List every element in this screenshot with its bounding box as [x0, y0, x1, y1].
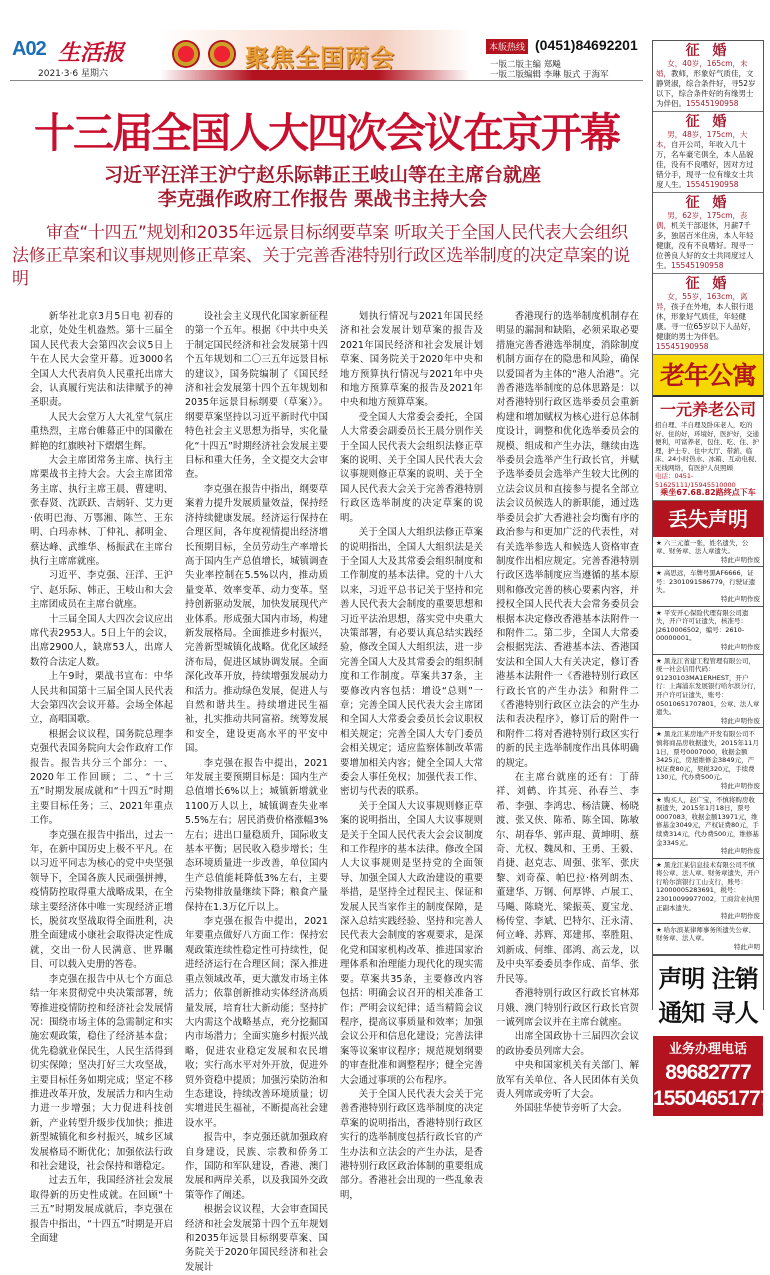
- marriage-ad-title: 征 婚: [685, 276, 731, 292]
- notice-text: ★ 黑龙江某房地产开发有限公司不慎将商品房收据遗失，2015年11月1日，票号0007000，收据金额3425元，房屋维修金3849元，产权证费80元，契税320元，手续费130元，代办费500元。: [656, 730, 759, 782]
- paragraph: 李克强在报告中提出，2021年发展主要预期目标是：国内生产总值增长6%以上；城镇新增就业1100万人以上，城镇调查失业率5.5%左右；居民消费价格涨幅3%左右；进出口量稳质升，国际收支基本平衡；居民收入稳步增长；生态环境质量进一步改善，单位国内生产总值能耗降低3%左右，主要污染物排放量继续下降；粮食产量保持在1.3万亿斤以上。: [185, 757, 328, 913]
- lost-notices: [653, 537, 763, 955]
- yiyuan-title: 一元养老公司: [659, 400, 756, 419]
- paragraph: 十三届全国人大四次会议应出席代表2953人。5日上午的会议，出席2900人，缺席53人，出席人数符合法定人数。: [30, 613, 173, 668]
- notice-signature: 特此声明作废: [721, 716, 760, 725]
- paragraph: 关于全国人民代表大会关于完善香港特别行政区选举制度的决定草案的说明指出，香港特别行政区实行的选举制度包括行政长官的产生办法和立法会的产生办法，是香港特别行政区政治体制的重要组成部分。香港社会出现的一些乱象表明，: [340, 1088, 483, 1201]
- page-number: A02: [12, 38, 46, 60]
- phone-2: 15504651777: [653, 1086, 770, 1110]
- marriage-ad: [653, 193, 763, 274]
- paragraph: 李克强在报告中从七个方面总结一年来贯彻党中央决策部署，统筹推进疫情防控和经济社会发展情况：围绕市场主体的急需制定和实施宏观政策，稳住了经济基本盘；优先稳就业保民生，人民生活得到切实保障；坚决打好三大攻坚战，主要目标任务如期完成；坚定不移推进改革开放，发展活力和内生动力进一步增强；大力促进科技创新，产业转型升级步伐加快；推进新型城镇化和乡村振兴，城乡区域发展格局不断优化；加强依法行政和社会建设，社会保持和谐稳定。: [30, 973, 173, 1172]
- hotline-label: 本版热线: [486, 39, 528, 54]
- deck-summary: 审查“十四五”规划和2035年远景目标纲要草案 听取关于全国人民代表大会组织法修正草案和议事规则修正草案、关于完善香港特别行政区选举制度的决定草案的说明: [12, 223, 630, 289]
- issue-date: 2021·3·6 星期六: [38, 69, 108, 79]
- paragraph: 根据会议议程，大会审查国民经济和社会发展第十四个五年规划和2035年远景目标纲要草案、国务院关于2020年国民经济和社会发展计: [185, 1204, 328, 1273]
- marriage-ad-profile: 女，55岁，163cm，离异，: [656, 292, 748, 311]
- lost-notice: [653, 607, 763, 655]
- paragraph: 外国驻华使节旁听了大会。: [514, 1103, 628, 1115]
- editor-credit-2: 一版二版编辑 李琳 版式 于海军: [490, 70, 609, 80]
- lost-notice: [653, 794, 763, 859]
- paragraph: 习近平、李克强、汪洋、王沪宁、赵乐际、韩正、王岐山和大会主席团成员在主席台就座。: [30, 570, 173, 611]
- marriage-ad-body: [656, 130, 760, 190]
- notice-text: ★ 高思远，车牌号黑AF6666，证号：2301091586779，行驶证遗失。: [656, 569, 756, 595]
- subtitle-2: 李克强作政府工作报告 栗战书主持大会: [157, 188, 488, 210]
- services-line-2: 通知 寻人: [658, 998, 758, 1027]
- classified-ads: [652, 40, 770, 1110]
- yiyuan-route: 乘坐67.68.82路终点下车: [660, 488, 756, 497]
- marriage-ad: [653, 274, 763, 355]
- paragraph: 报告中，李克强还就加强政府自身建设，民族、宗教和侨务工作，国防和军队建设，香港、澳门发展和两岸关系，以及我国外交政策等作了阐述。: [185, 1132, 328, 1201]
- yiyuan-tel: 电话：0451-51625111/15945510000: [655, 472, 736, 489]
- business-phone-ad: [653, 1036, 770, 1116]
- marriage-ads: [653, 41, 763, 355]
- marriage-ad-body: [656, 211, 760, 271]
- lost-notice: [653, 537, 763, 568]
- article-body: [30, 310, 642, 1273]
- notice-signature: 特此声明作废: [721, 643, 760, 652]
- column-1: [30, 310, 173, 1244]
- notice-text: ★ 六三元董一张，姓名遗失，公章、财务章、法人章遗失。: [656, 538, 749, 556]
- services-ad: [653, 955, 763, 1036]
- editor-credit: 一版二版主编 郑飚: [490, 60, 561, 70]
- marriage-ad-phone: 15545190958: [671, 261, 724, 270]
- notice-signature: 特此声明作废: [721, 847, 760, 856]
- headline: 十三届全国人大四次会议在京开幕: [34, 109, 619, 157]
- paragraph: 人民大会堂万人大礼堂气氛庄重热烈，主席台帷幕正中的国徽在鲜艳的红旗映衬下熠熠生辉。: [30, 411, 173, 452]
- cppcc-emblem-icon: [208, 40, 236, 68]
- phone-1: 89682777: [665, 1060, 751, 1084]
- marriage-ad-title: 征 婚: [685, 195, 731, 211]
- notice-signature: 特此声明作废: [721, 912, 760, 921]
- paragraph: 设社会主义现代化国家新征程的第一个五年。根据《中共中央关于制定国民经济和社会发展第十四个五年规划和二〇三五年远景目标的建议》，国务院编制了《国民经济和社会发展第十四个五年规划和2035年远景目标纲要（草案）》。纲要草案坚持以习近平新时代中国特色社会主义思想为指导，实化量化“十四五”时期经济社会发展主要目标和重大任务，全文提交大会审查。: [185, 311, 328, 481]
- banner-title: 聚焦全国两会: [245, 44, 395, 72]
- notice-text: ★ 黑龙江省建工程管理有限公司，统一社会信用代码：91230103MA1ERHEST，开户行：上海浦东发展银行哈尔滨分行，开户许可证遗失，账号：05010651707801，公章、法人章遗失。: [656, 656, 760, 717]
- divider: [10, 80, 643, 81]
- marriage-ad-profile: 女，40岁，165cm，未婚，: [656, 59, 748, 78]
- marriage-ad-body: [656, 59, 760, 109]
- yiyuan-text: 招自理、半自理及卧床老人，吃的好、住的好，环境好，医护好，交通便利，可富养老，包住、吃、住、护理，护士专、住中大厅、带薪、临床、24小时热水、冰箱、互动电视、无线网络，有医护人员照顾: [655, 421, 761, 472]
- marriage-ad-text: 教师，形象好气质佳，文静贤淑，综合条件好，寻52岁以下，综合条件好的有缘男士为伴侣。: [656, 69, 756, 108]
- hotline-number: (0451)84692201: [535, 37, 638, 53]
- paragraph: 上午9时，栗战书宣布：中华人民共和国第十三届全国人民代表大会第四次会议开幕。会场全体起立，高唱国歌。: [30, 671, 173, 726]
- marriage-ad-text: 自开公司，年收入几十万，名车豪宅俱全，本人品貌佳，没有不良嗜好，因对方过错分手，现寻一位有缘女士共度人生。: [656, 140, 754, 189]
- notice-signature: 特此声明: [734, 943, 760, 952]
- marriage-ad-body: [656, 292, 760, 352]
- marriage-ad-title: 征 婚: [685, 43, 731, 59]
- paragraph: 关于全国人大组织法修正草案的说明指出，全国人大组织法是关于全国人大及其常委会组织制度和工作制度的基本法律。党的十八大以来，习近平总书记关于坚持和完善人民代表大会制度的重要思想和习近平法治思想，落实党中央重大决策部署，有必要认真总结实践经验，修改全国人大组织法，进一步完善全国人大及其常委会的组织制度和工作制度。草案共37条，主要修改内容包括：增设“总则”一章；完善全国人民代表大会主席团和全国人大常委会委员长会议职权相关规定；完善全国人大专门委员会相关规定；适应监察体制改革需要增加相关内容；健全全国人大常委会人事任免权；加强代表工作、密切与代表的联系。: [340, 527, 483, 798]
- paragraph: 李克强在报告中指出，纲要草案着力提升发展质量效益，保持经济持续健康发展。经济运行保持在合理区间，各年度视情提出经济增长预期目标，全员劳动生产率增长高于国内生产总值增长，城镇调查失业率控制在5.5%以内，推动质量变革、效率变革、动力变革。坚持创新驱动发展，加快发展现代产业体系。形成强大国内市场，构建新发展格局。全面推进乡村振兴，完善新型城镇化战略。优化区域经济布局，促进区域协调发展。全面深化改革开放，持续增强发展动力和活力。推动绿色发展，促进人与自然和谐共生。持续增进民生福祉，扎实推动共同富裕。统筹发展和安全，建设更高水平的平安中国。: [185, 483, 328, 755]
- national-emblem-icon: [172, 40, 200, 68]
- marriage-ad-title: 征 婚: [685, 114, 731, 130]
- paragraph: 关于全国人大议事规则修正草案的说明指出，全国人大议事规则是关于全国人民代表大会会议制度和工作程序的基本法律。修改全国人大议事规则是坚持党的全面领导、加强全国人大政治建设的重要举措，是坚持全过程民主、保证和发展人民当家作主的制度保障，是深入总结实践经验、坚持和完善人民代表大会制度的客观要求，是深化党和国家机构改革、推进国家治理体系和治理能力现代化的现实需要。草案共35条，主要修改内容包括：明确会议召开的相关准备工作；严明会议纪律；适当精简会议程序，提高议事质量和效率；加强会议公开和信息化建设；完善法律案等议案审议程序；规范规划纲要的审查批准和调整程序；健全完善大会通过事项的公布程序。: [340, 800, 483, 1086]
- paragraph: 李克强在报告中指出，过去一年，在新中国历史上极不平凡。在以习近平同志为核心的党中央坚强领导下，全国各族人民顽强拼搏，疫情防控取得重大战略成果，在全球主要经济体中唯一实现经济正增长，脱贫攻坚战取得全面胜利，决胜全面建成小康社会取得决定性成就，交出一份人民满意、世界瞩目、可以载入史册的答卷。: [30, 829, 173, 971]
- marriage-ad-phone: 15545190958: [686, 180, 739, 189]
- marriage-ad-text: 孩子在外地，本人银行退休，形象好气质佳，年轻健康。寻一位65岁以下人品好，健康的男士为伴侣。: [656, 302, 756, 341]
- paragraph: 划执行情况与2021年国民经济和社会发展计划草案的报告及2021年国民经济和社会发展计划草案、国务院关于2020年中央和地方预算执行情况与2021年中央和地方预算草案的报告及2021年中央和地方预算草案。: [340, 311, 483, 409]
- lost-notice: [653, 728, 763, 793]
- lost-notice: [653, 567, 763, 606]
- notice-text: ★ 购买人，赵广宝，不慎将购房收据遗失，2015年1月18日，票号0007083，收据金额13971元，维修基金3049元，产权证费80元，手续费314元，代办费500元，维修基金3345元。: [656, 795, 759, 847]
- yiyuan-ad: [653, 397, 763, 501]
- paragraph: 大会主席团常务主席、执行主席栗战书主持大会。大会主席团常务主席、执行主席王晨、曹建明、张春贤、沈跃跃、吉炳轩、艾力更·依明巴海、万鄂湘、陈竺、王东明、白玛赤林、丁仲礼、郝明金、蔡达峰、武维华、杨振武在主席台执行主席席就座。: [30, 455, 173, 567]
- marriage-ad: [653, 112, 763, 193]
- notice-signature: 特此声明作废: [721, 555, 760, 564]
- marriage-ad-phone: 15545190958: [656, 342, 709, 351]
- elder-apartment-title: 老年公寓: [653, 355, 763, 397]
- paragraph: 中央和国家机关有关部门、解放军有关单位、各人民团体有关负责人列席或旁听了大会。: [496, 1060, 639, 1100]
- paragraph: 新华社北京3月5日电 初春的北京，处处生机盎然。第十三届全国人民代表大会第四次会议5日上午在人民大会堂开幕。近3000名全国人大代表肩负人民重托出席大会，认真履行宪法和法律赋予的神圣职责。: [30, 311, 173, 409]
- paragraph: 根据会议议程，国务院总理李克强代表国务院向大会作政府工作报告。报告共分三个部分：一、2020年工作回顾；二、“十三五”时期发展成就和“十四五”时期主要目标任务；三、2021年重点工作。: [30, 728, 173, 827]
- paragraph: 出席全国政协十三届四次会议的政协委员列席大会。: [496, 1031, 639, 1057]
- paragraph: 受全国人大常委会委托，全国人大常委会副委员长王晨分别作关于全国人民代表大会组织法修正草案的说明、关于全国人民代表大会议事规则修正草案的说明、关于全国人民代表大会关于完善香港特别行政区选举制度的决定草案的说明。: [340, 411, 483, 524]
- paragraph: 过去五年，我国经济社会发展取得新的历史性成就。在回顾“十三五”时期发展成就后，李克强在报告中指出，“十四五”时期是开启全面建: [30, 1175, 173, 1244]
- notice-text: ★ 哈尔滨某律师事务所遗失公章、财务章、法人章。: [656, 925, 755, 943]
- services-line-1: 声明 注销: [658, 964, 758, 993]
- lost-notice: [653, 655, 763, 729]
- subtitle-1: 习近平汪洋王沪宁赵乐际韩正王岐山等在主席台就座: [103, 164, 541, 186]
- marriage-ad-profile: 男，48岁，175cm，大本，: [656, 130, 748, 149]
- column-2: [185, 310, 328, 1273]
- paragraph: 香港现行的选举制度机制存在明显的漏洞和缺陷，必须采取必要措施完善香港选举制度，消除制度机制方面存在的隐患和风险，确保以爱国者为主体的“港人治港”。完善香港选举制度的总体思路是：以对香港特别行政区选举委员会重新构建和增加赋权为核心进行总体制度设计，调整和优化选举委员会的规模、组成和产生办法，继续由选举委员会选举产生行政长官，并赋予选举委员会选举产生较大比例的立法会议员和直接参与提名全部立法会议员候选人的新职能，通过选举委员会扩大香港社会均衡有序的政治参与和更加广泛的代表性，对有关选举参选人和候选人资格审查制度作出相应规定。完善香港特别行政区选举制度应当遵循的基本原则和修改完善的核心要素内容，并授权全国人民代表大会常务委员会根据本决定修改香港基本法附件一和附件二。第二步，全国人大常委会根据宪法、香港基本法、香港国安法和全国人大有关决定，修订香港基本法附件一《香港特别行政区行政长官的产生办法》和附件二《香港特别行政区立法会的产生办法和表决程序》，修订后的附件一和附件二将对香港特别行政区实行的新的民主选举制度作出具体明确的规定。: [496, 311, 639, 769]
- marriage-ad-text: 机关干部退休，月薪7千多，独居百米住房，本人年轻健康，没有不良嗜好。现寻一位善良人好的女士共同度过人生。: [656, 221, 754, 270]
- notice-text: ★ 平安开心保险代理有限公司遗失，开户许可证遗失，核准号：J2610006502，编号：2610-00000001。: [656, 608, 749, 643]
- paragraph: 在主席台就座的还有：丁薛祥、刘鹤、许其亮、孙春兰、李希、李强、李鸿忠、杨洁篪、杨晓渡、张又侠、陈希、陈全国、陈敏尔、胡春华、郭声琨、黄坤明、蔡奇、尤权、魏凤和、王勇、王毅、肖捷、赵克志、周强、张军、张庆黎、刘奇葆、帕巴拉·格列朗杰、董建华、万钢、何厚铧、卢展工、马飚、陈晓光、梁振英、夏宝龙、杨传堂、李斌、巴特尔、汪永清、何立峰、苏辉、郑建邦、辜胜阻、刘新成、何维、邵鸿、高云龙，以及中央军委委员李作成、苗华、张升民等。: [496, 772, 639, 985]
- column-3: [340, 310, 483, 1201]
- column-4: [496, 310, 639, 1115]
- notice-signature: 特此声明作废: [721, 595, 760, 604]
- notice-signature: 特此声明作废: [721, 781, 760, 790]
- lost-notice: [653, 924, 763, 955]
- paper-name-logo: 生活报: [58, 40, 125, 66]
- lost-notice: [653, 859, 763, 924]
- marriage-ad: [653, 41, 763, 112]
- notice-text: ★ 黑龙江某信息技术有限公司不慎将公章、法人章、财务章遗失，开户行哈尔滨银行工山支行，账号：12000005283691，税号：23010099977002，工商营业执照正副本遗失。: [656, 860, 760, 912]
- phone-title: 业务办理电话: [668, 1041, 747, 1057]
- paragraph: 李克强在报告中提出，2021年要重点做好八方面工作：保持宏观政策连续性稳定性可持续性，促进经济运行在合理区间；深入推进重点领域改革，更大激发市场主体活力；依靠创新推动实体经济高质量发展，培育壮大新动能；坚持扩大内需这个战略基点，充分挖掘国内市场潜力；全面实施乡村振兴战略，促进农业稳定发展和农民增收；实行高水平对外开放，促进外贸外资稳中提质；加强污染防治和生态建设，持续改善环境质量；切实增进民生福祉，不断提高社会建设水平。: [185, 916, 328, 1129]
- lost-statement-title: 丢失声明: [653, 501, 763, 537]
- marriage-ad-phone: 15545190958: [686, 99, 739, 108]
- marriage-ad-profile: 男，62岁，175cm，丧偶，: [656, 211, 748, 230]
- paragraph: 香港特别行政区行政长官林郑月娥、澳门特别行政区行政长官贺一诚列席会议并在主席台就座。: [496, 988, 639, 1028]
